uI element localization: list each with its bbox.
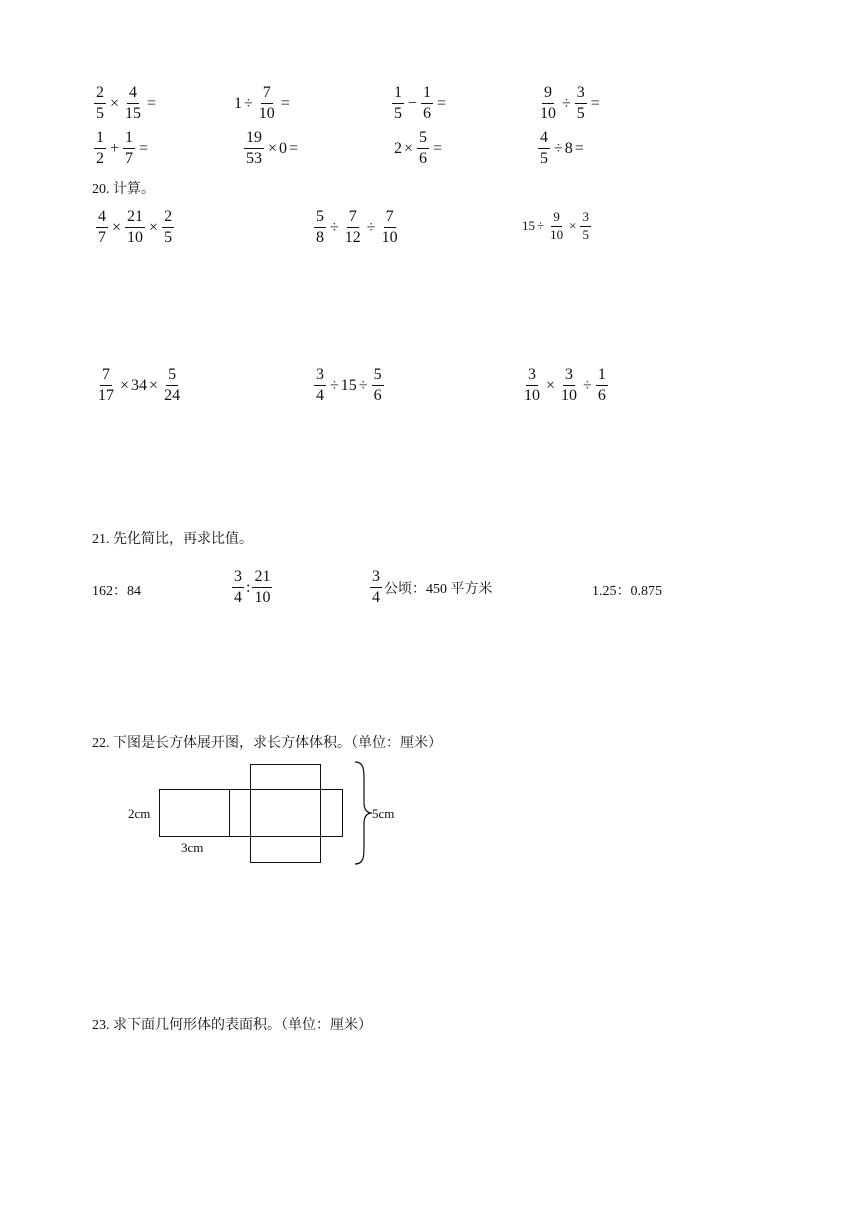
fraction: $\frac{4}{5}$ [540,129,548,168]
fraction: $\frac{1}{7}$ [125,129,134,168]
net-divider [229,789,230,837]
oral-calc-5: $\frac{1}{2}$ + $\frac{1}{7}$ = [96,129,149,168]
question-21-title: 21. 先化简比，再求比值。 [92,532,253,547]
fraction: $\frac{7}{10}$ [258,84,275,123]
calc-expression-4: $\frac{7}{17}$ × 34 × $\frac{5}{24}$ [98,366,181,405]
brace-icon [350,760,380,866]
calc-expression-5: $\frac{3}{4}$ ÷ 15 ÷ $\frac{5}{6}$ [316,366,382,405]
fraction: $\frac{5}{6}$ [419,129,428,168]
calc-expression-6: $\frac{3}{10}$ × $\frac{3}{10}$ ÷ $\frac{1}{6}$ [524,366,606,405]
fraction: $\frac{3}{4}$ [372,568,380,607]
ratio-1: 162：84 [92,584,141,599]
fraction: $\frac{4}{15}$ [125,84,142,123]
calc-expression-2: $\frac{5}{8}$ ÷ $\frac{7}{12}$ ÷ $\frac{7}{10}$ [316,208,398,247]
question-22-title: 22. 下图是长方体展开图，求长方体体积。（单位：厘米） [92,736,442,751]
calc-expression-1: $\frac{4}{7}$ × $\frac{21}{10}$ × $\frac{2}{5}$ [98,208,173,247]
oral-calc-7: 2 × $\frac{5}{6}$ = [394,129,443,168]
fraction: $\frac{3}{10}$ [561,366,578,405]
fraction: $\frac{9}{10}$ [540,84,556,123]
net-middle-strip [159,789,343,837]
oral-calc-6: $\frac{19}{53}$ × 0 = [246,129,299,168]
fraction: $\frac{9}{10}$ [550,209,564,242]
fraction: $\frac{5}{24}$ [164,366,181,405]
fraction: $\frac{19}{53}$ [246,129,262,168]
oral-calc-2: 1 ÷ $\frac{7}{10}$ = [234,84,290,123]
oral-calc-3: $\frac{1}{5}$ − $\frac{1}{6}$ = [394,84,447,123]
fraction: $\frac{1}{2}$ [96,129,104,168]
net-vertical-strip [250,764,321,863]
oral-calc-4: $\frac{9}{10}$ ÷ $\frac{3}{5}$ = [540,84,600,123]
ratio-3: $\frac{3}{4}$ 公顷：450 平方米 [372,568,493,607]
fraction: $\frac{3}{10}$ [524,366,540,405]
label-5cm: 5cm [372,806,395,821]
calc-expression-3: 15 ÷ $\frac{9}{10}$ × $\frac{3}{5}$ [522,209,589,242]
fraction: $\frac{7}{12}$ [344,208,361,247]
label-3cm: 3cm [181,840,204,855]
fraction: $\frac{7}{10}$ [381,208,398,247]
question-20-title: 20. 计算。 [92,182,155,197]
fraction: $\frac{1}{5}$ [394,84,402,123]
fraction: $\frac{1}{6}$ [423,84,432,123]
fraction: $\frac{21}{10}$ [127,208,144,247]
fraction: $\frac{5}{6}$ [373,366,382,405]
fraction: $\frac{2}{5}$ [164,208,173,247]
fraction: $\frac{5}{8}$ [316,208,324,247]
oral-calc-1: $\frac{2}{5}$ × $\frac{4}{15}$ = [96,84,157,123]
fraction: $\frac{2}{5}$ [96,84,104,123]
fraction: $\frac{3}{4}$ [234,568,242,607]
fraction: $\frac{3}{5}$ [582,209,589,242]
question-23-title: 23. 求下面几何形体的表面积。（单位：厘米） [92,1018,372,1033]
fraction: $\frac{21}{10}$ [254,568,271,607]
fraction: $\frac{3}{5}$ [576,84,585,123]
ratio-4: 1.25：0.875 [592,584,662,599]
fraction: $\frac{3}{4}$ [316,366,324,405]
fraction: $\frac{7}{17}$ [98,366,114,405]
label-2cm: 2cm [128,806,151,821]
fraction: $\frac{4}{7}$ [98,208,106,247]
oral-calc-8: $\frac{4}{5}$ ÷ 8 = [540,129,584,168]
ratio-2: $\frac{3}{4}$ : $\frac{21}{10}$ [234,568,271,607]
fraction: $\frac{1}{6}$ [597,366,606,405]
